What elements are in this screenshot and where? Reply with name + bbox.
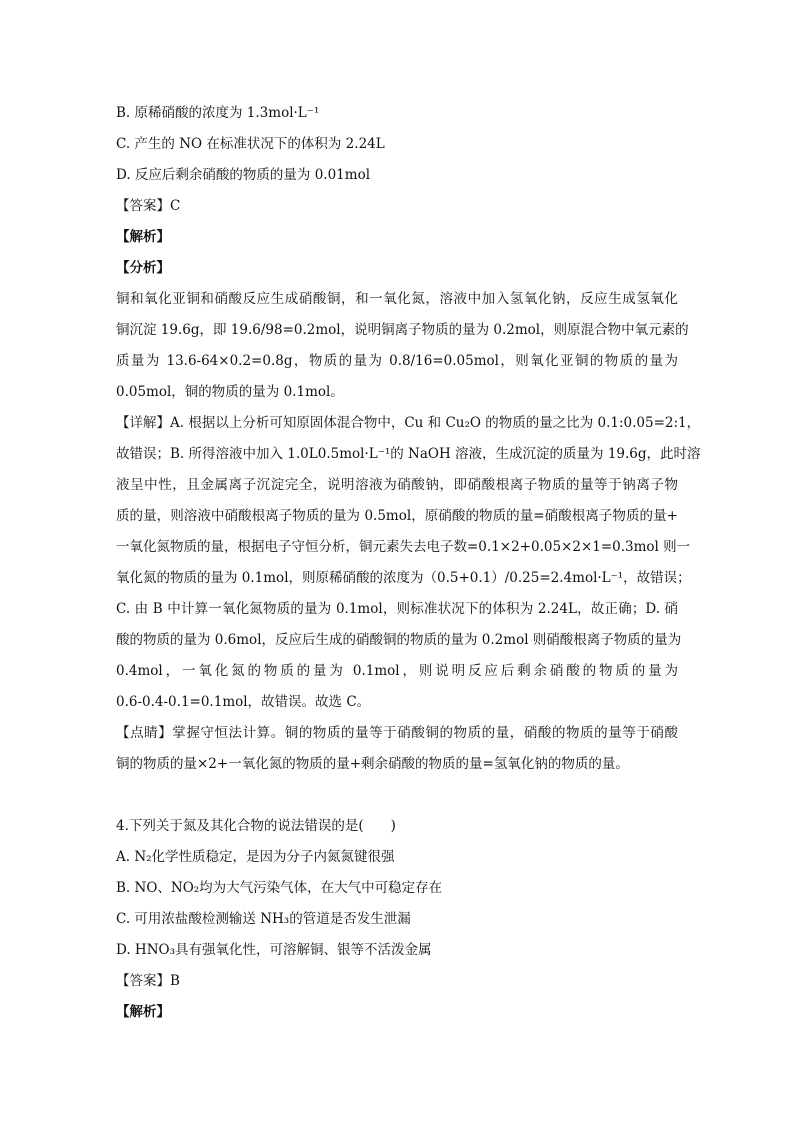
question-4-option-a: A. N₂化学性质稳定，是因为分子内氮氮键很强 xyxy=(116,849,395,865)
question-4-option-d: D. HNO₃具有强氧化性，可溶解铜、银等不活泼金属 xyxy=(116,942,432,958)
fenxi-line-4: 0.05mol，铜的物质的量为 0.1mol。 xyxy=(116,384,344,400)
fenxi-line-2: 铜沉淀 19.6g，即 19.6/98=0.2mol，说明铜离子物质的量为 0.2mol，则原混合物中氧元素的 xyxy=(116,322,689,338)
xiangjie-line-7: C. 由 B 中计算一氧化氮物质的量为 0.1mol，则标准状况下的体积为 2.24L，故正确；D. 硝 xyxy=(116,601,678,617)
option-d-prev: D. 反应后剩余硝酸的物质的量为 0.01mol xyxy=(116,167,371,183)
question-4-stem: 4.下列关于氮及其化合物的说法错误的是( ) xyxy=(116,818,396,834)
xiangjie-line-5: 一氧化氮物质的量，根据电子守恒分析，铜元素失去电子数=0.1×2+0.05×2×1=0.3mol 则一 xyxy=(116,539,691,555)
xiangjie-line-3: 液呈中性，且金属离子沉淀完全，说明溶液为硝酸钠，即硝酸根离子物质的量等于钠离子物 xyxy=(116,477,678,493)
dianjing-line-1: 【点睛】掌握守恒法计算。铜的物质的量等于硝酸铜的物质的量，硝酸的物质的量等于硝酸 xyxy=(116,725,678,741)
fenxi-heading: 【分析】 xyxy=(116,260,170,276)
option-b-prev: B. 原稀硝酸的浓度为 1.3mol·L⁻¹ xyxy=(116,105,320,121)
xiangjie-line-10: 0.6-0.4-0.1=0.1mol，故错误。故选 C。 xyxy=(116,694,371,710)
fenxi-line-3: 质量为 13.6-64×0.2=0.8g，物质的量为 0.8/16=0.05mol，则氧化亚铜的物质的量为 xyxy=(116,353,678,369)
answer-label-prev: 【答案】C xyxy=(116,198,181,214)
xiangjie-line-8: 酸的物质的量为 0.6mol，反应后生成的硝酸铜的物质的量为 0.2mol 则硝酸根离子物质的量为 xyxy=(116,632,682,648)
xiangjie-line-6: 氧化氮的物质的量为 0.1mol，则原稀硝酸的浓度为（0.5+0.1）/0.25=2.4mol·L⁻¹，故错误； xyxy=(116,570,691,586)
question-4-answer: 【答案】B xyxy=(116,973,180,989)
fenxi-line-1: 铜和氧化亚铜和硝酸反应生成硝酸铜，和一氧化氮，溶液中加入氢氧化钠，反应生成氢氧化 xyxy=(116,291,678,307)
xiangjie-line-9: 0.4mol，一氧化氮的物质的量为 0.1mol，则说明反应后剩余硝酸的物质的量为 xyxy=(116,663,678,679)
option-c-prev: C. 产生的 NO 在标准状况下的体积为 2.24L xyxy=(116,136,385,152)
question-4-option-b: B. NO、NO₂均为大气污染气体，在大气中可稳定存在 xyxy=(116,880,443,896)
xiangjie-line-4: 质的量，则溶液中硝酸根离子物质的量为 0.5mol，原硝酸的物质的量=硝酸根离子物质的量+ xyxy=(116,508,678,524)
question-4-analysis-heading: 【解析】 xyxy=(116,1004,170,1020)
xiangjie-line-1: 【详解】A. 根据以上分析可知原固体混合物中，Cu 和 Cu₂O 的物质的量之比为 0.1:0.05=2:1， xyxy=(116,415,701,431)
question-4-option-c: C. 可用浓盐酸检测输送 NH₃的管道是否发生泄漏 xyxy=(116,911,411,927)
xiangjie-line-2: 故错误；B. 所得溶液中加入 1.0L0.5mol·L⁻¹的 NaOH 溶液，生成沉淀的质量为 19.6g，此时溶 xyxy=(116,446,701,462)
analysis-heading-prev: 【解析】 xyxy=(116,229,170,245)
dianjing-line-2: 铜的物质的量×2+一氧化氮的物质的量+剩余硝酸的物质的量=氢氧化钠的物质的量。 xyxy=(116,756,629,772)
